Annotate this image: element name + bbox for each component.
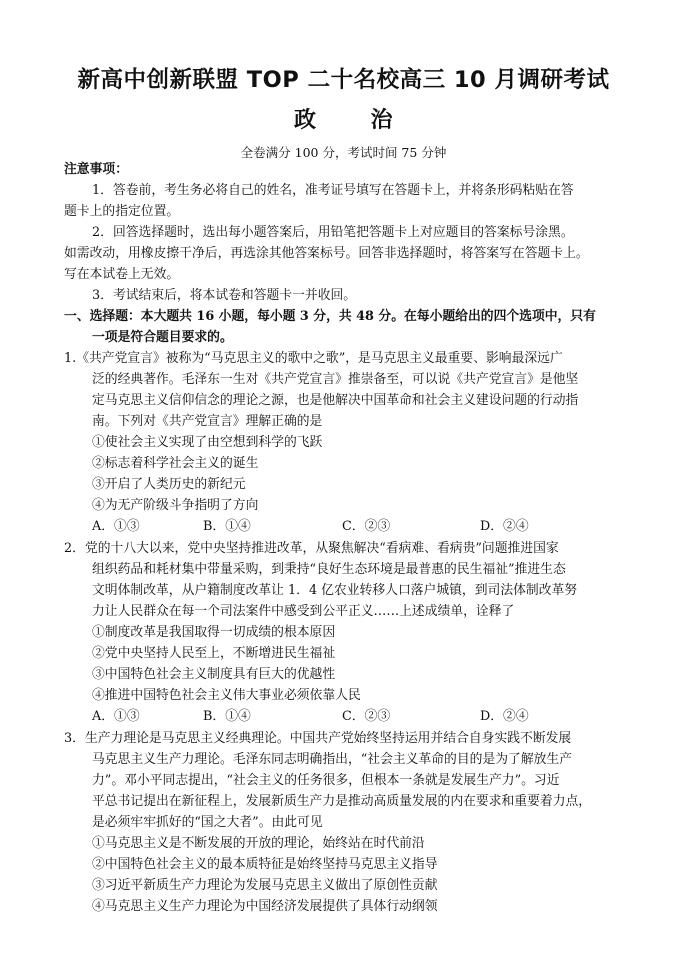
q3-stem-line-2: 马克思主义生产力理论。毛泽东同志明确指出，“社会主义革命的目的是为了解放生产 bbox=[92, 752, 573, 767]
q3-statement-2: ②中国特色社会主义的最本质特征是始终坚持马克思主义指导 bbox=[92, 857, 438, 872]
subject-char-1: 政 bbox=[293, 108, 317, 133]
q3-statement-3: ③习近平新质生产力理论为发展马克思主义做出了原创性贡献 bbox=[92, 878, 438, 893]
q2-option-b: B．①④ bbox=[203, 709, 251, 724]
q1-stem-line-2: 泛的经典著作。毛泽东一生对《共产党宣言》推崇备至，可以说《共产党宣言》是他坚 bbox=[92, 372, 579, 387]
note-1-line-1: 1．答卷前，考生务必将自己的姓名，准考证号填写在答题卡上，并将条形码粘贴在答 bbox=[92, 183, 574, 198]
q1-stem-line-3: 定马克思主义信仰信念的理论之源，也是他解决中国革命和社会主义建设问题的行动指 bbox=[92, 393, 579, 408]
q3-stem-line-3: 力”。邓小平同志提出，“社会主义的任务很多，但根本一条就是发展生产力”。习近 bbox=[92, 773, 560, 788]
subject-title bbox=[0, 103, 687, 134]
q2-statement-4: ④推进中国特色社会主义伟大事业必须依靠人民 bbox=[92, 688, 361, 703]
section-heading-line-2: 一项是符合题目要求的。 bbox=[92, 330, 233, 345]
note-3: 3．考试结束后，将本试卷和答题卡一并收回。 bbox=[92, 288, 357, 303]
q2-stem-line-3: 文明体制改革，从户籍制度改革让 1．4 亿农业转移人口落户城镇，到司法体制改革努 bbox=[92, 583, 578, 598]
section-heading-line-1: 一、选择题：本大题共 16 小题，每小题 3 分，共 48 分。在每小题给出的四个选项中，只有 bbox=[64, 309, 596, 324]
note-1-line-2: 题卡上的指定位置。 bbox=[64, 204, 180, 219]
q1-option-a: A．①③ bbox=[92, 519, 140, 534]
note-2-line-3: 写在本试卷上无效。 bbox=[64, 267, 180, 282]
q2-option-c: C．②③ bbox=[342, 709, 391, 724]
q2-option-a: A．①③ bbox=[92, 709, 140, 724]
exam-meta: 全卷满分 100 分，考试时间 75 分钟 bbox=[240, 145, 447, 160]
q1-statement-3: ③开启了人类历史的新纪元 bbox=[92, 477, 246, 492]
q2-option-d: D．②④ bbox=[480, 709, 529, 724]
q2-stem-line-4: 力让人民群众在每一个司法案件中感受到公平正义……上述成绩单，诠释了 bbox=[92, 604, 515, 619]
q3-stem-line-1: 3．生产力理论是马克思主义经典理论。中国共产党始终坚持运用并结合自身实践不断发展 bbox=[64, 731, 572, 746]
q3-stem-line-5: 是必须牢牢抓好的“国之大者”。由此可见 bbox=[92, 815, 323, 830]
q1-stem-line-1: 1.《共产党宣言》被称为“马克思主义的歌中之歌”，是马克思主义最重要、影响最深远广 bbox=[64, 351, 563, 366]
q1-option-d: D．②④ bbox=[480, 519, 529, 534]
note-2-line-1: 2．回答选择题时，选出每小题答案后，用铅笔把答题卡上对应题目的答案标号涂黑。 bbox=[92, 225, 574, 240]
q1-option-b: B．①④ bbox=[203, 519, 251, 534]
q1-stem-line-4: 南。下列对《共产党宣言》理解正确的是 bbox=[92, 414, 323, 429]
q1-option-c: C．②③ bbox=[342, 519, 391, 534]
exam-title: 新高中创新联盟 TOP 二十名校高三 10 月调研考试 bbox=[77, 67, 610, 93]
q2-statement-2: ②党中央坚持人民至上，不断增进民生福祉 bbox=[92, 646, 336, 661]
q1-statement-1: ①使社会主义实现了由空想到科学的飞跃 bbox=[92, 435, 323, 450]
q2-statement-1: ①制度改革是我国取得一切成绩的根本原因 bbox=[92, 625, 336, 640]
q1-statement-2: ②标志着科学社会主义的诞生 bbox=[92, 456, 259, 471]
q2-stem-line-2: 组织药品和耗材集中带量采购，到秉持“良好生态环境是最普惠的民生福祉”推进生态 bbox=[92, 562, 566, 577]
q1-statement-4: ④为无产阶级斗争指明了方向 bbox=[92, 498, 259, 513]
q3-stem-line-4: 平总书记提出在新征程上，发展新质生产力是推动高质量发展的内在要求和重要着力点， bbox=[92, 794, 592, 809]
q2-stem-line-1: 2．党的十八大以来，党中央坚持推进改革，从聚焦解决“看病难、看病贵”问题推进国家 bbox=[64, 541, 559, 556]
note-2-line-2: 如需改动，用橡皮擦干净后，再选涂其他答案标号。回答非选择题时，将答案写在答题卡上。 bbox=[64, 246, 589, 261]
subject-char-2: 治 bbox=[370, 108, 394, 133]
q2-statement-3: ③中国特色社会主义制度具有巨大的优越性 bbox=[92, 667, 336, 682]
notes-heading: 注意事项： bbox=[64, 162, 128, 177]
q3-statement-1: ①马克思主义是不断发展的开放的理论，始终站在时代前沿 bbox=[92, 836, 425, 851]
q3-statement-4: ④马克思主义生产力理论为中国经济发展提供了具体行动纲领 bbox=[92, 899, 438, 914]
